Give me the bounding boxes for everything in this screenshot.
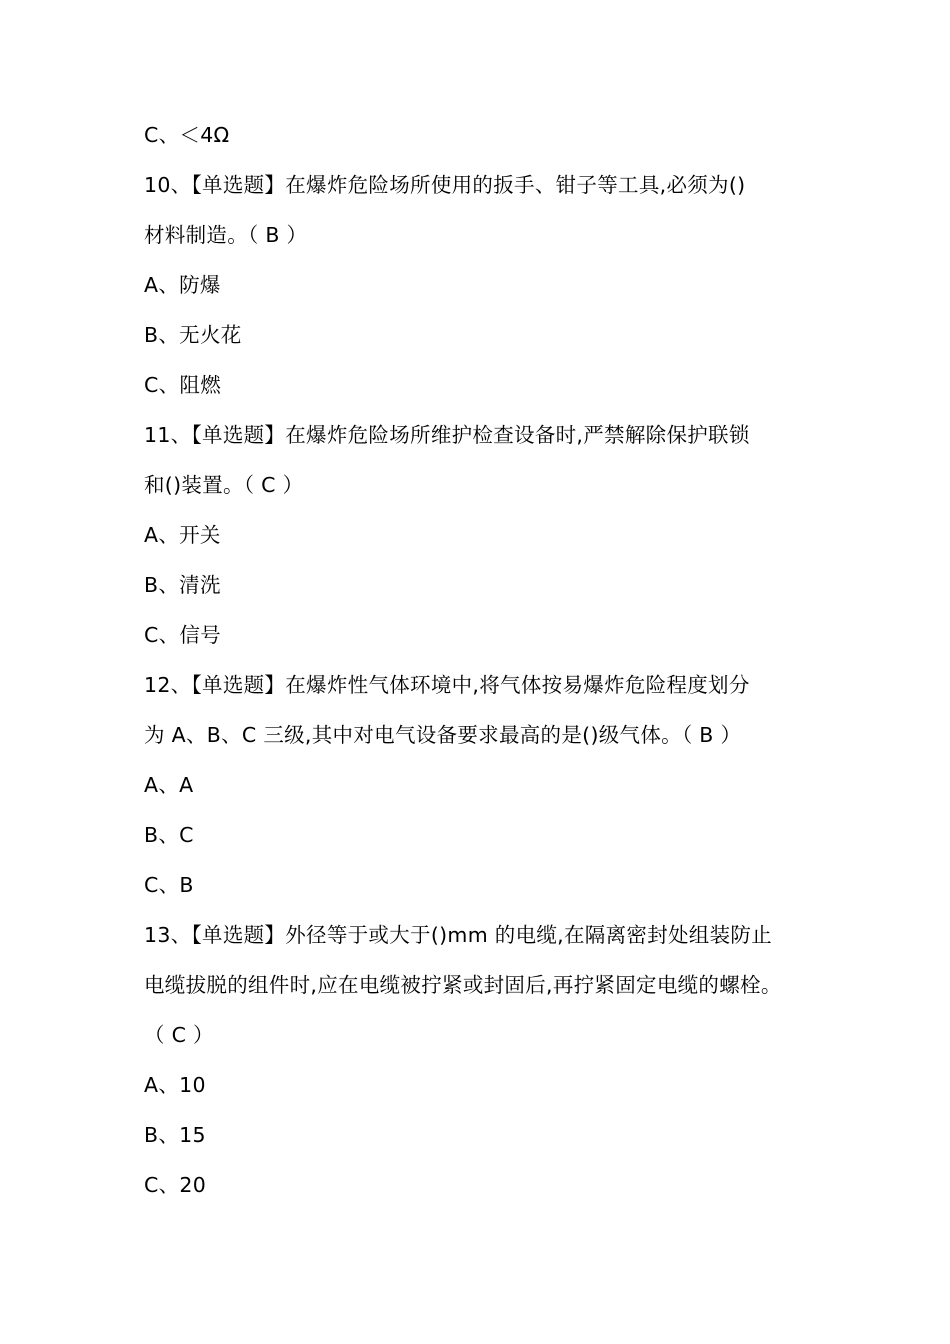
question-11-text-cont: 和()装置。（ C ） — [144, 473, 304, 497]
option-a-q12: A、A — [144, 773, 194, 797]
option-c-q10: C、阻燃 — [144, 373, 222, 397]
question-13-answer: （ C ） — [144, 1023, 214, 1047]
option-a-q13: A、10 — [144, 1073, 206, 1097]
option-c-q11: C、信号 — [144, 623, 222, 647]
question-13-text: 13、【单选题】外径等于或大于()mm 的电缆,在隔离密封处组装防止 — [144, 923, 773, 947]
question-12-text-cont: 为 A、B、C 三级,其中对电气设备要求最高的是()级气体。（ B ） — [144, 723, 742, 747]
option-c-q9: C、＜4Ω — [144, 123, 230, 147]
option-a-q10: A、防爆 — [144, 273, 221, 297]
question-10-text-cont: 材料制造。（ B ） — [144, 223, 308, 247]
question-10-text: 10、【单选题】在爆炸危险场所使用的扳手、钳子等工具,必须为() — [144, 173, 746, 197]
option-c-q12: C、B — [144, 873, 194, 897]
option-b-q13: B、15 — [144, 1123, 206, 1147]
option-a-q11: A、开关 — [144, 523, 221, 547]
question-12-text: 12、【单选题】在爆炸性气体环境中,将气体按易爆炸危险程度划分 — [144, 673, 750, 697]
option-b-q12: B、C — [144, 823, 194, 847]
option-c-q13: C、20 — [144, 1173, 207, 1197]
option-b-q10: B、无火花 — [144, 323, 242, 347]
question-11-text: 11、【单选题】在爆炸危险场所维护检查设备时,严禁解除保护联锁 — [144, 423, 750, 447]
option-b-q11: B、清洗 — [144, 573, 221, 597]
question-13-text-cont: 电缆拔脱的组件时,应在电缆被拧紧或封固后,再拧紧固定电缆的螺栓。 — [144, 973, 782, 997]
